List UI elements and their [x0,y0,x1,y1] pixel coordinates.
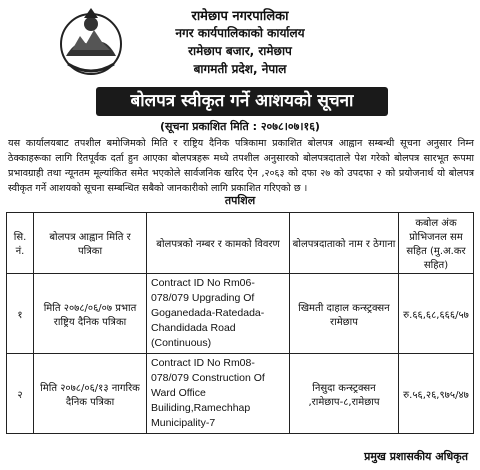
office-name: नगर कार्यपालिकाको कार्यालय [175,26,305,40]
province-name: बागमती प्रदेश, नेपाल [193,62,287,76]
letterhead [0,2,480,82]
row-bidder: खिमती दाहाल कन्स्ट्रक्सन रामेछाप [290,274,399,354]
publish-date: (सूचना प्रकाशित मिति : २०७८।०७।१६) [160,120,320,133]
row-date-paper: मिति २०७८/०६/०७ प्रभात राष्ट्रिय दैनिक पत्रिका [34,274,147,354]
row-contract: Contract ID No Rm06-078/079 Upgrading Of Goganedada-Ratedada-Chandidada Road (Continuous) [147,274,290,354]
office-address: रामेछाप बजार, रामेछाप [188,44,292,58]
bid-schedule-table [6,212,474,434]
header-bidder: बोलपत्रदाताको नाम र ठेगाना [290,213,399,274]
municipality-name: रामेछाप नगरपालिका [191,9,289,24]
row-amount: रु.६६,६८,६६६/५७ [399,274,474,354]
row-sn: १ [7,274,34,354]
header-date-paper: बोलपत्र आह्वान मिति र पत्रिका [34,213,147,274]
notice-title-banner: बोलपत्र स्वीकृत गर्ने आशयको सूचना [96,87,388,116]
header-amount: कबोल अंक प्रोभिजनल सम सहित (मु.अ.कर सहित) [399,213,474,274]
row-sn: २ [7,354,34,434]
table-row [7,354,474,434]
table-header-row [7,213,474,274]
signatory-title: प्रमुख प्रशासकीय अधिकृत [364,450,468,463]
row-bidder: निसुदा कन्स्ट्रक्सन ,रामेछाप-८,रामेछाप [290,354,399,434]
row-contract: Contract ID No Rm08-078/079 Construction Of Ward Office Builiding,Ramechhap Municipality-7 [147,354,290,434]
table-row [7,274,474,354]
row-amount: रु.५६,२६,९७५/४७ [399,354,474,434]
row-date-paper: मिति २०७८/०६/१३ नागरिक दैनिक पत्रिका [34,354,147,434]
notice-body-text: यस कार्यालयबाट तपशील बमोजिमको मिति र राष्ट्रिय दैनिक पत्रिकामा प्रकाशित बोलपत्र आह्वान सम्बन्धी सूचना अनुसार निम्न ठेक्काहरूका लागि रितपूर्वक दर्ता हुन आएका बोलपत्रहरू मध्ये तपशील अनुसारको बोलपत्रदाताले पेश गरेको बोलपत्र सारभूत रूपमा प्रभावग्राही तथा न्यूनतम मूल्यांकित समेत भएकोले सार्वजनिक खरिद ऐन ,२०६३ को दफा २७ को उपदफा २ को प्रयोजनार्थ यो बोलपत्र स्वीकृत गर्ने आशयको सूचना सम्बन्धित सबैको जानकारीको लागि प्रकाशित गरिएको छ । [8,138,474,194]
schedule-heading: तपशिल [224,194,256,207]
header-sn: सि. नं. [7,213,34,274]
header-contract: बोलपत्रको नम्बर र कामको विवरण [147,213,290,274]
